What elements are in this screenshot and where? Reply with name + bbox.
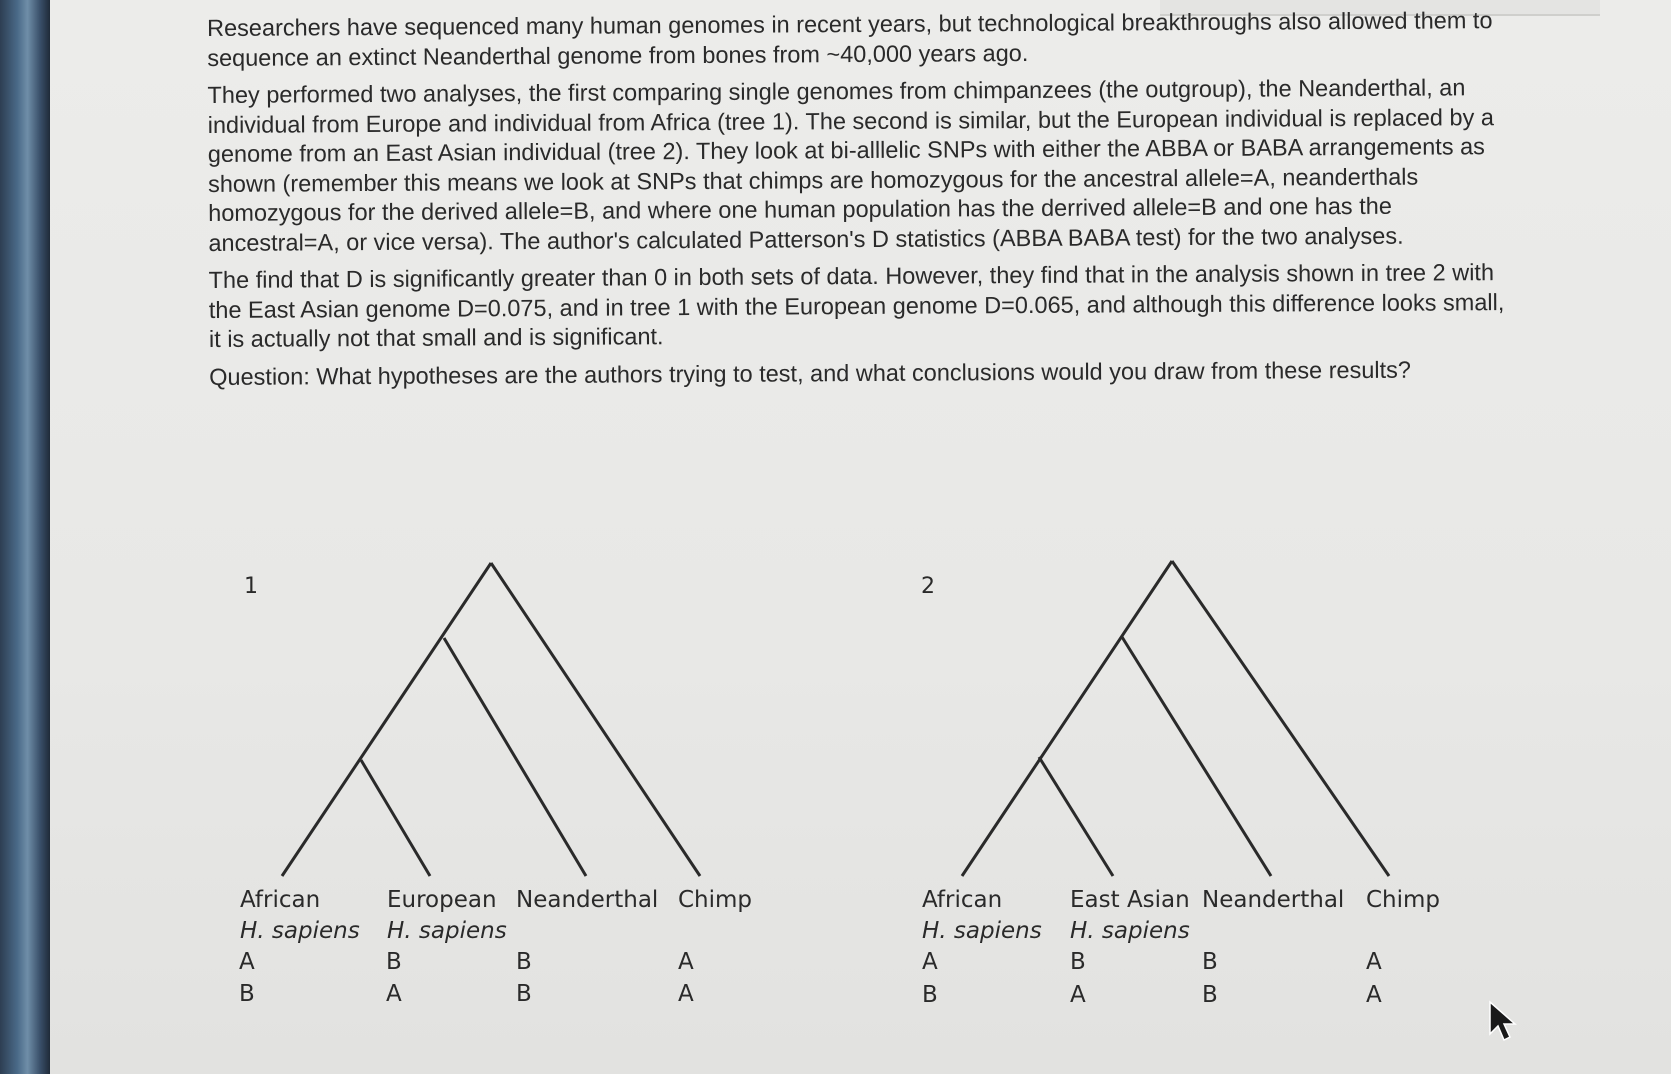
tree-2-species-african: H. sapiens [922,918,1042,944]
paragraph-question: Question: What hypotheses are the authors trying to test, and what conclusions would you draw from these results? [209,356,1412,390]
tree-2-allele-neanderthal-2: B [1202,982,1218,1008]
tree-2-allele-east-asian-2: A [1070,982,1086,1008]
tree-2-species-east-asian: H. sapiens [1070,918,1190,944]
tree-1-allele-african-1: A [239,949,255,975]
tree-1-taxon-african: African [240,887,321,913]
tree-1 [239,563,752,1007]
tree-1-species-african: H. sapiens [240,918,360,944]
tree-1-taxon-neanderthal: Neanderthal [516,887,659,913]
paragraph-intro: Researchers have sequenced many human genomes in recent years, but technological breakthroughs also allowed them to sequence an extinct Neanderthal genome from bones from ~40,000 years ago. [207,7,1493,71]
tree-2-branch-root-left [962,561,1172,876]
tree-2-taxon-african: African [922,887,1003,913]
tree-2-allele-chimp-2: A [1366,982,1382,1008]
tree-1-branch-european [361,760,430,876]
tree-1-allele-european-2: A [386,981,402,1007]
tree-2-branch-east-asian [1039,757,1113,876]
tree-2-taxon-chimp: Chimp [1366,887,1441,913]
tree-2-allele-chimp-1: A [1366,949,1382,975]
tree-2-allele-african-2: B [922,982,938,1008]
mouse-pointer-icon [1488,1000,1518,1044]
tree-1-taxon-european: European [387,887,497,913]
paragraph-results: The find that D is significantly greater than 0 in both sets of data. However, they find that in the analysis shown in tree 2 with the East Asian genome D=0.075, and in tree 1 with the European genome D=0.065, and although this difference looks small, it is actually not that small and is significant. [208,259,1505,352]
tree-2-allele-african-1: A [922,949,938,975]
tree-1-allele-european-1: B [386,949,402,975]
tree-1-branch-root-left [282,563,491,876]
tree-1-allele-neanderthal-2: B [516,981,532,1007]
tree-2-branch-chimp [1172,561,1389,876]
tree-1-allele-chimp-1: A [678,949,694,975]
tree-1-allele-neanderthal-1: B [516,949,532,975]
tree-2-allele-neanderthal-1: B [1202,949,1218,975]
tree-1-number: 1 [244,574,258,599]
tree-1-branch-chimp [491,563,700,876]
tree-1-species-european: H. sapiens [387,918,507,944]
tree-1-allele-chimp-2: A [678,981,694,1007]
tree-1-taxon-chimp: Chimp [678,887,753,913]
tree-2-allele-east-asian-1: B [1070,949,1086,975]
tree-2-taxon-east-asian: East Asian [1070,887,1190,913]
paragraph-analyses: They performed two analyses, the first comparing single genomes from chimpanzees (the outgroup), the Neanderthal, an individual from Europe and individual from Africa (tree 1). The second is similar, but the European individual is replaced by a genome from an East Asian individual (tree 2). They look at bi-alllelic SNPs with either the ABBA or BABA arrangements as shown (remember this means we look at SNPs that chimps are homozygous for the ancestral allele=A, neanderthals homozygous for the derived allele=B, and where one human population has the derrived allele=B and one has the ancestral=A, or vice versa). The author's calculated Patterson's D statistics (ABBA BABA test) for the two analyses. [207,74,1494,256]
tree-2-number: 2 [921,574,935,599]
tree-1-allele-african-2: B [239,981,255,1007]
tree-2-taxon-neanderthal: Neanderthal [1202,887,1345,913]
tree-2 [921,561,1440,1008]
